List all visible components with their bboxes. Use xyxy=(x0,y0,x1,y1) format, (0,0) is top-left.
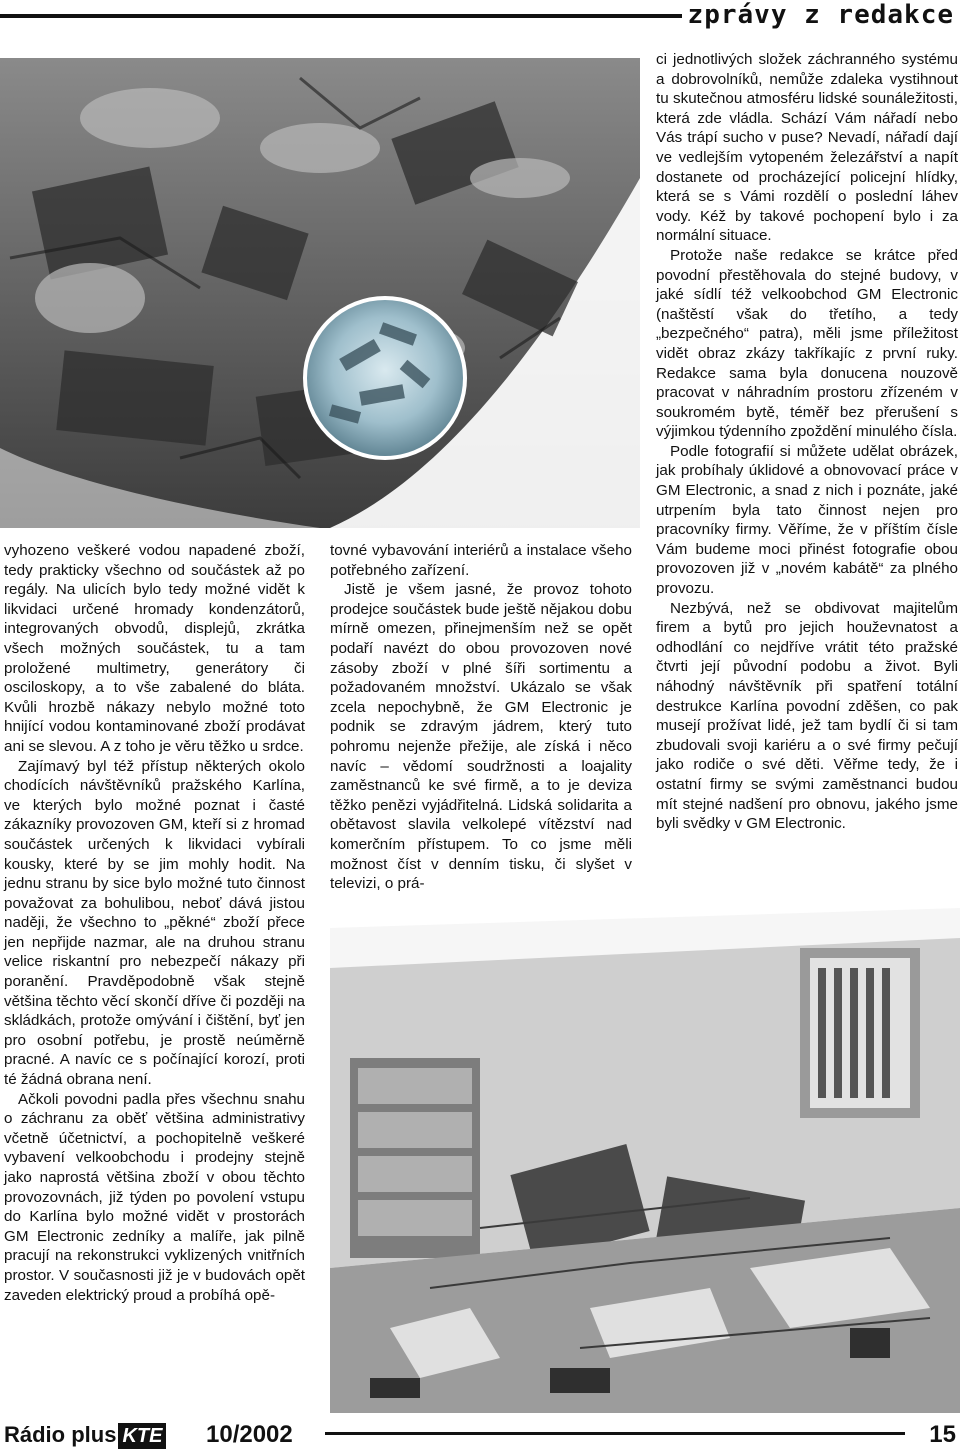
page-footer xyxy=(0,1418,960,1453)
paragraph: Protože naše redakce se krátce před povodní přestěhovala do stejné budovy, v jaké sídlí též velkoobchod GM Electronic (naštěstí však do třetího, a tedy „bezpečného“ patra), měli jsme příležitost vidět obraz zkázy takříkajíc z první ruky. Redakce sama byla donucena nouzově pracovat v náhradním prostoru zřízeném v soukromém bytě, téměř bez přerušení s výjimkou týdenního zpoždění minulého čísla. xyxy=(656,246,958,441)
paragraph: Ačkoli povodni padla přes všechnu snahu o záchranu za oběť většina administrativy včetně účetnictví, a pochopitelně veškeré vybavení velkoobchodu i prodejny stejně jako naprostá většina zboží v obou těchto provozovnách, již týden po povolení vstupu do Karlína bylo možné vidět v prostorách GM Electronic zedníky a malíře, jak pilně pracují na rekonstrukci vyklizených vnitřních prostor. V současnosti již je v budovách opět zaveden elektrický proud a probíhá opě- xyxy=(4,1090,305,1304)
paragraph: Jistě je všem jasné, že provoz tohoto prodejce součástek bude ještě nějakou dobu mírně omezen, přinejmenším než se opět podaří navézt do obou provozoven nové zásoby zboží v plné šíři sortimentu a požadovaném množství. Ukázalo se však zcela nepochybně, že GM Electronic je podnik se zdravým jádrem, který tuto pohromu nejenže přežije, ale získá i něco navíc – vědomí soudržnosti a loajality zaměstnanců ke své firmě, a to je deviza těžko penězi vyjádřitelná. Lidská solidarita a obětavost slavila velkolepé vítězství nad komerčním přístupem. To co jsme měli možnost číst v denním tisku, či slyšet v televizi, o prá- xyxy=(330,581,632,893)
page-header xyxy=(0,0,960,34)
paragraph: Zajímavý byl též přístup některých okolo chodících návštěvníků pražského Karlína, ve kterých bylo možné poznat i časté zákazníky provozoven GM, kteří si z hromad součástek určených k likvidaci vybírali kousky, které by se jim mohly hodit. Na jednu stranu by sice bylo možné tuto činnost považovat za bohulibou, neboť dává jistou naději, že všechno to „pěkné“ zboží přece jen nepřijde nazmar, ale na druhou stranu velice riskantní pro nebezpečí nákazy při poranění. Pravděpodobně však stejně většina těchto věcí skončí dříve či později na skládkách, protože omývání i čištění, byť jen pro osobní potřebu, je prostě neúměrně pracné. A navíc ce s počínající korozí, proti té žádná obrana není. xyxy=(4,757,305,1089)
article-column-3 xyxy=(656,50,958,834)
article-column-1 xyxy=(4,541,305,1305)
footer-rule xyxy=(325,1432,905,1435)
article-column-2 xyxy=(330,541,632,894)
magazine-name xyxy=(4,1420,170,1450)
kte-logo: KTE xyxy=(118,1423,166,1449)
magazine-title: Rádio plus xyxy=(4,1422,117,1447)
photo-discarded-components xyxy=(0,58,640,528)
paragraph: ci jednotlivých složek záchranného systému a dobrovolníků, nemůže zdaleka vystihnout tu skutečnou atmosféru lidské sounáležitosti, která zde vládla. Schází Vám nářadí nebo Vás trápí sucho v puse? Nevadí, nářadí dají ve vedlejším vytopeném železářství a napít dostanete od procházející policejní hlídky, která se s Vámi rozdělí o poslední láhev vody. Kéž by takové pochopení bylo i za normální situace. xyxy=(656,51,958,245)
paragraph: Podle fotografií si můžete udělat obrázek, jak probíhaly úklidové a obnovovací práce v GM Electronic, a snad z nich i poznáte, jaké utrpením byla tato činnost nejen pro pracovníky firmy. Věříme, že v příštím čísle Vám budeme moci přinést fotografie obou provozoven již v „novém kabátě“ za plného provozu. xyxy=(656,442,958,598)
paragraph: Nezbývá, než se obdivovat majitelům firem a bytů pro jejich houževnatost a odhodlání co nejdříve vrátit této pražské čtvrti její původní podobu a život. Byli náhodný návštěvník při spatření totální destrukce Karlína povodní zděšen, co pak musejí prožívat lidé, jež tam bydlí či si tam zbudovali svoji kariéru a o své firmy pečují jako rodiče o své děti. Věřme tedy, že i ostatní firmy se svými zaměstnanci budou mít stejné nadšení pro obnovu, jakého jsme byli svědky v GM Electronic. xyxy=(656,599,958,833)
paragraph: vyhozeno veškeré vodou napadené zboží, tedy prakticky všechno od součástek až po regály. Na ulicích bylo tedy možné vidět k likvidaci určené hromady kondenzátorů, integrovaných obvodů, displejů, zkrátka všech možných součástek, tu a tam proložené multimetry, generátory či osciloskopy, a to vše zabalené do bláta. Kvůli hrozbě nákazy nebylo možné toto hnijící vodou kontaminované zboží prodávat ani se slevou. A z toho je věru těžko u srdce. xyxy=(4,542,305,755)
paragraph: tovné vybavování interiérů a instalace všeho potřebného zařízení. xyxy=(330,542,632,579)
photo-devastated-office xyxy=(330,908,960,1413)
issue-number: 10/2002 xyxy=(200,1420,299,1450)
section-title: zprávy z redakce xyxy=(682,0,954,30)
page-number: 15 xyxy=(923,1420,956,1450)
header-rule xyxy=(0,14,710,18)
